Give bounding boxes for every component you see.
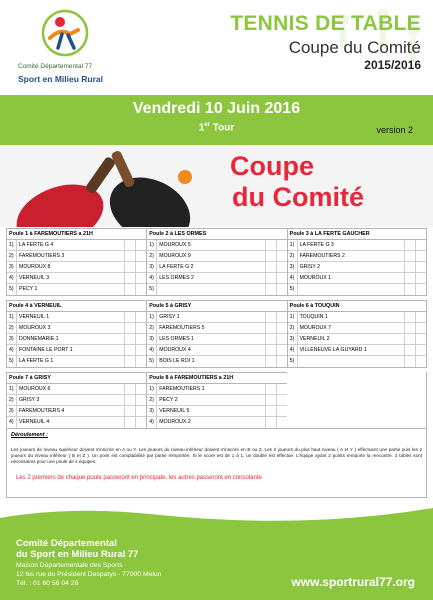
- pool-team-row: [7, 395, 146, 406]
- score-cell: [404, 240, 415, 250]
- team-name: [157, 284, 264, 295]
- hero-title-line1: Coupe: [230, 151, 314, 181]
- team-name: GRISY 2: [299, 264, 320, 270]
- team-seed-number: 5): [288, 356, 298, 367]
- footer-org-line2: du Sport en Milieu Rural 77: [16, 549, 139, 560]
- footer-website-link[interactable]: www.sportrural77.org: [291, 575, 415, 589]
- score-cell: [276, 284, 287, 295]
- score-cell: [265, 406, 276, 416]
- score-cell: [135, 284, 146, 295]
- score-cell: [276, 345, 287, 355]
- score-cell: [276, 406, 287, 416]
- team-seed-number: 3): [147, 262, 157, 272]
- score-cell: [265, 323, 276, 333]
- team-name: MOUROUX 5: [159, 242, 191, 248]
- qualification-note: Les 2 premiers de chaque poule passeront en principale, les autres passeront en consolante: [16, 475, 262, 481]
- pool-team-row: [147, 417, 286, 428]
- score-cell: [124, 334, 135, 344]
- logo: [18, 8, 118, 88]
- team-seed-number: 2): [147, 395, 157, 405]
- team-seed-number: 4): [147, 417, 157, 428]
- team-seed-number: 2): [7, 395, 17, 405]
- pool-team-row: [288, 262, 426, 273]
- pools-grid: [6, 228, 427, 433]
- score-cell: [135, 240, 146, 250]
- team-name: GRISY 1: [159, 314, 180, 320]
- score-cell: [124, 395, 135, 405]
- team-name: MOUROUX 3: [19, 325, 51, 331]
- score-cell: [415, 273, 426, 283]
- team-name: MOUROUX 9: [159, 253, 191, 259]
- score-cell: [265, 273, 276, 283]
- score-cell: [265, 251, 276, 261]
- pool-team-row: [288, 273, 426, 284]
- footer: [0, 500, 433, 600]
- team-seed-number: 1): [288, 240, 298, 250]
- footer-address: 12 bis rue du Président Despatys - 77000 Melun: [16, 571, 162, 578]
- score-cell: [415, 251, 426, 261]
- score-cell: [135, 356, 146, 367]
- team-name: FAREMOUTIERS 3: [19, 253, 65, 259]
- team-name: DONNEMARIE 1: [19, 336, 59, 342]
- score-cell: [415, 323, 426, 333]
- pool-title: Poule 8 à FAREMOUTIERS a 21H: [147, 373, 286, 384]
- pool-title: Poule 5 à GRISY: [147, 301, 286, 312]
- score-cell: [265, 345, 276, 355]
- hero-title-line2: du Comité: [232, 182, 364, 212]
- team-name: LES ORMES 1: [159, 336, 194, 342]
- round-ordinal: er: [204, 122, 210, 128]
- score-cell: [124, 406, 135, 416]
- score-cell: [415, 312, 426, 322]
- pool-team-row: [147, 284, 286, 295]
- team-seed-number: 4): [147, 273, 157, 283]
- score-cell: [276, 262, 287, 272]
- pool-team-row: [288, 334, 426, 345]
- footer-phone: Tél. : 01 60 56 04 26: [16, 580, 79, 587]
- score-cell: [415, 356, 426, 367]
- team-name: VERNEUIL 2: [299, 336, 330, 342]
- pool-team-row: [7, 312, 146, 323]
- team-name: MOUROUX 8: [19, 264, 51, 270]
- team-name: PECY 1: [19, 286, 38, 292]
- team-seed-number: 5): [7, 356, 17, 367]
- team-seed-number: 1): [147, 312, 157, 322]
- score-cell: [404, 356, 415, 367]
- table-tennis-rackets-image: [0, 145, 433, 227]
- team-seed-number: 1): [7, 312, 17, 322]
- event-date: Vendredi 10 Juin 2016: [132, 100, 301, 117]
- pool-table: [287, 228, 427, 296]
- pool-team-row: [147, 323, 286, 334]
- score-cell: [124, 251, 135, 261]
- score-cell: [124, 240, 135, 250]
- pool-table: [6, 300, 146, 368]
- score-cell: [124, 345, 135, 355]
- pool-team-row: [7, 284, 146, 295]
- team-seed-number: 3): [7, 406, 17, 416]
- page-subtitle: Coupe du Comité: [288, 38, 421, 57]
- team-name: LES ORMES 2: [159, 275, 194, 281]
- rules-text: Les joueurs de niveau supérieur doivent s'inscrire en A ou Y. Les joueurs du niveau inférieur doivent s'inscrire en B ou Z. Les 2 joueurs du plus haut niveau ( A et Y ) effectuent une partie puis les 2 joueurs du niveau inférieur ( B et Z ). Un point est comptabilisé par partie remportée. Si le score est de 1 à 1, un double est effectué. L'équipe ayant 2 points remporte la rencontre. 2 tables sont nécessaires pour une poule de 4 équipes.: [11, 447, 422, 464]
- pool-team-row: [288, 356, 426, 367]
- team-name: [298, 356, 404, 367]
- empty-pool-slot: [287, 372, 427, 429]
- score-cell: [415, 262, 426, 272]
- pool-table: [146, 300, 286, 368]
- date-band: [0, 95, 433, 145]
- team-name: [298, 284, 404, 295]
- score-cell: [124, 262, 135, 272]
- team-seed-number: 5): [147, 284, 157, 295]
- score-cell: [276, 323, 287, 333]
- pool-title: Poule 1 à FAREMOUTIERS a 21H: [7, 229, 146, 240]
- score-cell: [135, 251, 146, 261]
- season-label: 2015/2016: [364, 58, 421, 72]
- version-label: version 2: [376, 125, 413, 135]
- team-name: LA FERTE G 3: [299, 242, 334, 248]
- runner-logo-icon: [40, 8, 90, 58]
- team-seed-number: 4): [7, 417, 17, 428]
- team-name: VERNEUIL 4: [19, 419, 50, 425]
- pool-team-row: [288, 240, 426, 251]
- score-cell: [135, 384, 146, 394]
- score-cell: [404, 251, 415, 261]
- team-name: MOUROUX 1: [299, 275, 332, 281]
- score-cell: [276, 395, 287, 405]
- team-seed-number: 2): [147, 251, 157, 261]
- pool-team-row: [147, 312, 286, 323]
- rules-box: [6, 428, 427, 498]
- team-seed-number: 5): [147, 356, 157, 367]
- team-seed-number: 4): [288, 345, 298, 355]
- score-cell: [124, 417, 135, 428]
- pool-team-row: [147, 251, 286, 262]
- score-cell: [135, 323, 146, 333]
- score-cell: [265, 356, 276, 367]
- team-seed-number: 5): [288, 284, 298, 295]
- header: [0, 0, 433, 95]
- pool-team-row: [147, 406, 286, 417]
- round-number: 1: [198, 122, 205, 134]
- score-cell: [135, 334, 146, 344]
- pool-team-row: [288, 284, 426, 295]
- score-cell: [135, 395, 146, 405]
- pool-title: Poule 4 à VERNEUIL: [7, 301, 146, 312]
- pool-title: Poule 6 à TOUQUIN: [288, 301, 426, 312]
- score-cell: [276, 334, 287, 344]
- score-cell: [276, 384, 287, 394]
- team-seed-number: 1): [288, 312, 298, 322]
- pools-row: [6, 372, 427, 429]
- score-cell: [135, 312, 146, 322]
- pool-team-row: [147, 240, 286, 251]
- team-seed-number: 2): [288, 323, 298, 333]
- logo-org-line: Comité Départemental 77: [18, 63, 93, 70]
- team-seed-number: 3): [147, 334, 157, 344]
- score-cell: [276, 273, 287, 283]
- pool-team-row: [288, 312, 426, 323]
- score-cell: [124, 323, 135, 333]
- team-seed-number: 2): [7, 323, 17, 333]
- score-cell: [404, 312, 415, 322]
- pool-team-row: [7, 262, 146, 273]
- team-name: FAREMOUTIERS 5: [159, 325, 205, 331]
- score-cell: [404, 323, 415, 333]
- pool-team-row: [7, 240, 146, 251]
- team-name: MOUROUX 4: [159, 347, 191, 353]
- pool-team-row: [288, 345, 426, 356]
- pool-team-row: [147, 356, 286, 367]
- team-name: GRISY 3: [19, 397, 40, 403]
- pool-table: [6, 228, 146, 296]
- team-seed-number: 3): [288, 262, 298, 272]
- team-seed-number: 5): [7, 284, 17, 295]
- pool-table: [146, 228, 286, 296]
- footer-wave-decoration: [0, 500, 433, 530]
- round-label: [0, 122, 433, 133]
- score-cell: [265, 284, 276, 295]
- team-seed-number: 3): [288, 334, 298, 344]
- round-word: Tour: [212, 122, 235, 134]
- team-seed-number: 4): [288, 273, 298, 283]
- team-seed-number: 4): [147, 345, 157, 355]
- pool-team-row: [147, 384, 286, 395]
- score-cell: [265, 384, 276, 394]
- team-name: LA FERTE G 4: [19, 242, 54, 248]
- pool-team-row: [7, 251, 146, 262]
- pool-team-row: [288, 251, 426, 262]
- score-cell: [404, 345, 415, 355]
- pool-team-row: [7, 384, 146, 395]
- team-name: BOIS LE ROI 1: [159, 358, 195, 364]
- team-name: TOUQUIN 1: [299, 314, 328, 320]
- score-cell: [124, 312, 135, 322]
- score-cell: [265, 240, 276, 250]
- team-seed-number: 2): [288, 251, 298, 261]
- score-cell: [265, 395, 276, 405]
- team-name: MOUROUX 2: [159, 419, 191, 425]
- score-cell: [276, 312, 287, 322]
- page-title: TENNIS DE TABLE: [230, 12, 421, 35]
- pool-team-row: [147, 262, 286, 273]
- footer-building: Maison Départementale des Sports: [16, 562, 123, 569]
- score-cell: [415, 334, 426, 344]
- score-cell: [135, 417, 146, 428]
- team-name: FAREMOUTIERS 4: [19, 408, 65, 414]
- pool-team-row: [147, 345, 286, 356]
- pool-table: [146, 372, 286, 429]
- score-cell: [135, 273, 146, 283]
- team-name: LA FERTE G 2: [159, 264, 194, 270]
- team-name: FONTAINE LE PORT 1: [19, 347, 73, 353]
- score-cell: [135, 262, 146, 272]
- score-cell: [265, 312, 276, 322]
- footer-org-line1: Comité Départemental: [16, 538, 117, 549]
- pool-team-row: [7, 323, 146, 334]
- team-seed-number: 1): [7, 240, 17, 250]
- team-seed-number: 2): [7, 251, 17, 261]
- score-cell: [404, 284, 415, 295]
- team-name: VERNEUIL 3: [19, 275, 50, 281]
- team-name: VERNEUIL 5: [159, 408, 190, 414]
- rules-title: Déroulement :: [11, 432, 48, 438]
- team-name: FAREMOUTIERS 2: [299, 253, 345, 259]
- team-name: VILLENEUVE LA GUYARD 1: [299, 347, 367, 353]
- score-cell: [124, 284, 135, 295]
- pool-team-row: [7, 334, 146, 345]
- team-seed-number: 4): [7, 345, 17, 355]
- score-cell: [404, 273, 415, 283]
- score-cell: [124, 356, 135, 367]
- pool-team-row: [7, 356, 146, 367]
- score-cell: [404, 262, 415, 272]
- pool-team-row: [147, 273, 286, 284]
- pool-title: Poule 2 à LES ORMES: [147, 229, 286, 240]
- score-cell: [265, 334, 276, 344]
- score-cell: [265, 262, 276, 272]
- pool-team-row: [7, 345, 146, 356]
- team-seed-number: 4): [7, 273, 17, 283]
- score-cell: [265, 417, 276, 428]
- team-seed-number: 1): [147, 384, 157, 394]
- team-name: VERNEUIL 1: [19, 314, 50, 320]
- pool-table: [287, 300, 427, 368]
- pools-row: [6, 300, 427, 368]
- team-name: MOUROUX 6: [19, 386, 51, 392]
- hero-banner: [0, 145, 433, 227]
- team-seed-number: 2): [147, 323, 157, 333]
- team-name: FAREMOUTIERS 1: [159, 386, 205, 392]
- score-cell: [276, 251, 287, 261]
- logo-tagline: Sport en Milieu Rural: [18, 74, 104, 84]
- pool-team-row: [147, 334, 286, 345]
- team-seed-number: 3): [7, 262, 17, 272]
- team-seed-number: 1): [7, 384, 17, 394]
- score-cell: [124, 273, 135, 283]
- score-cell: [135, 345, 146, 355]
- pool-team-row: [7, 417, 146, 428]
- pool-title: Poule 7 à GRISY: [7, 373, 146, 384]
- score-cell: [415, 345, 426, 355]
- team-seed-number: 3): [147, 406, 157, 416]
- score-cell: [135, 406, 146, 416]
- team-seed-number: 3): [7, 334, 17, 344]
- team-name: LA FERTE G 1: [19, 358, 54, 364]
- pool-team-row: [147, 395, 286, 406]
- pools-row: [6, 228, 427, 296]
- score-cell: [276, 240, 287, 250]
- score-cell: [276, 417, 287, 428]
- score-cell: [276, 356, 287, 367]
- team-seed-number: 1): [147, 240, 157, 250]
- score-cell: [124, 384, 135, 394]
- score-cell: [415, 240, 426, 250]
- pool-title: Poule 3 à LA FERTE GAUCHER: [288, 229, 426, 240]
- score-cell: [404, 334, 415, 344]
- pool-team-row: [288, 323, 426, 334]
- score-cell: [415, 284, 426, 295]
- pool-table: [6, 372, 146, 429]
- team-name: PECY 2: [159, 397, 178, 403]
- team-name: MOUROUX 7: [299, 325, 332, 331]
- pool-team-row: [7, 406, 146, 417]
- pool-team-row: [7, 273, 146, 284]
